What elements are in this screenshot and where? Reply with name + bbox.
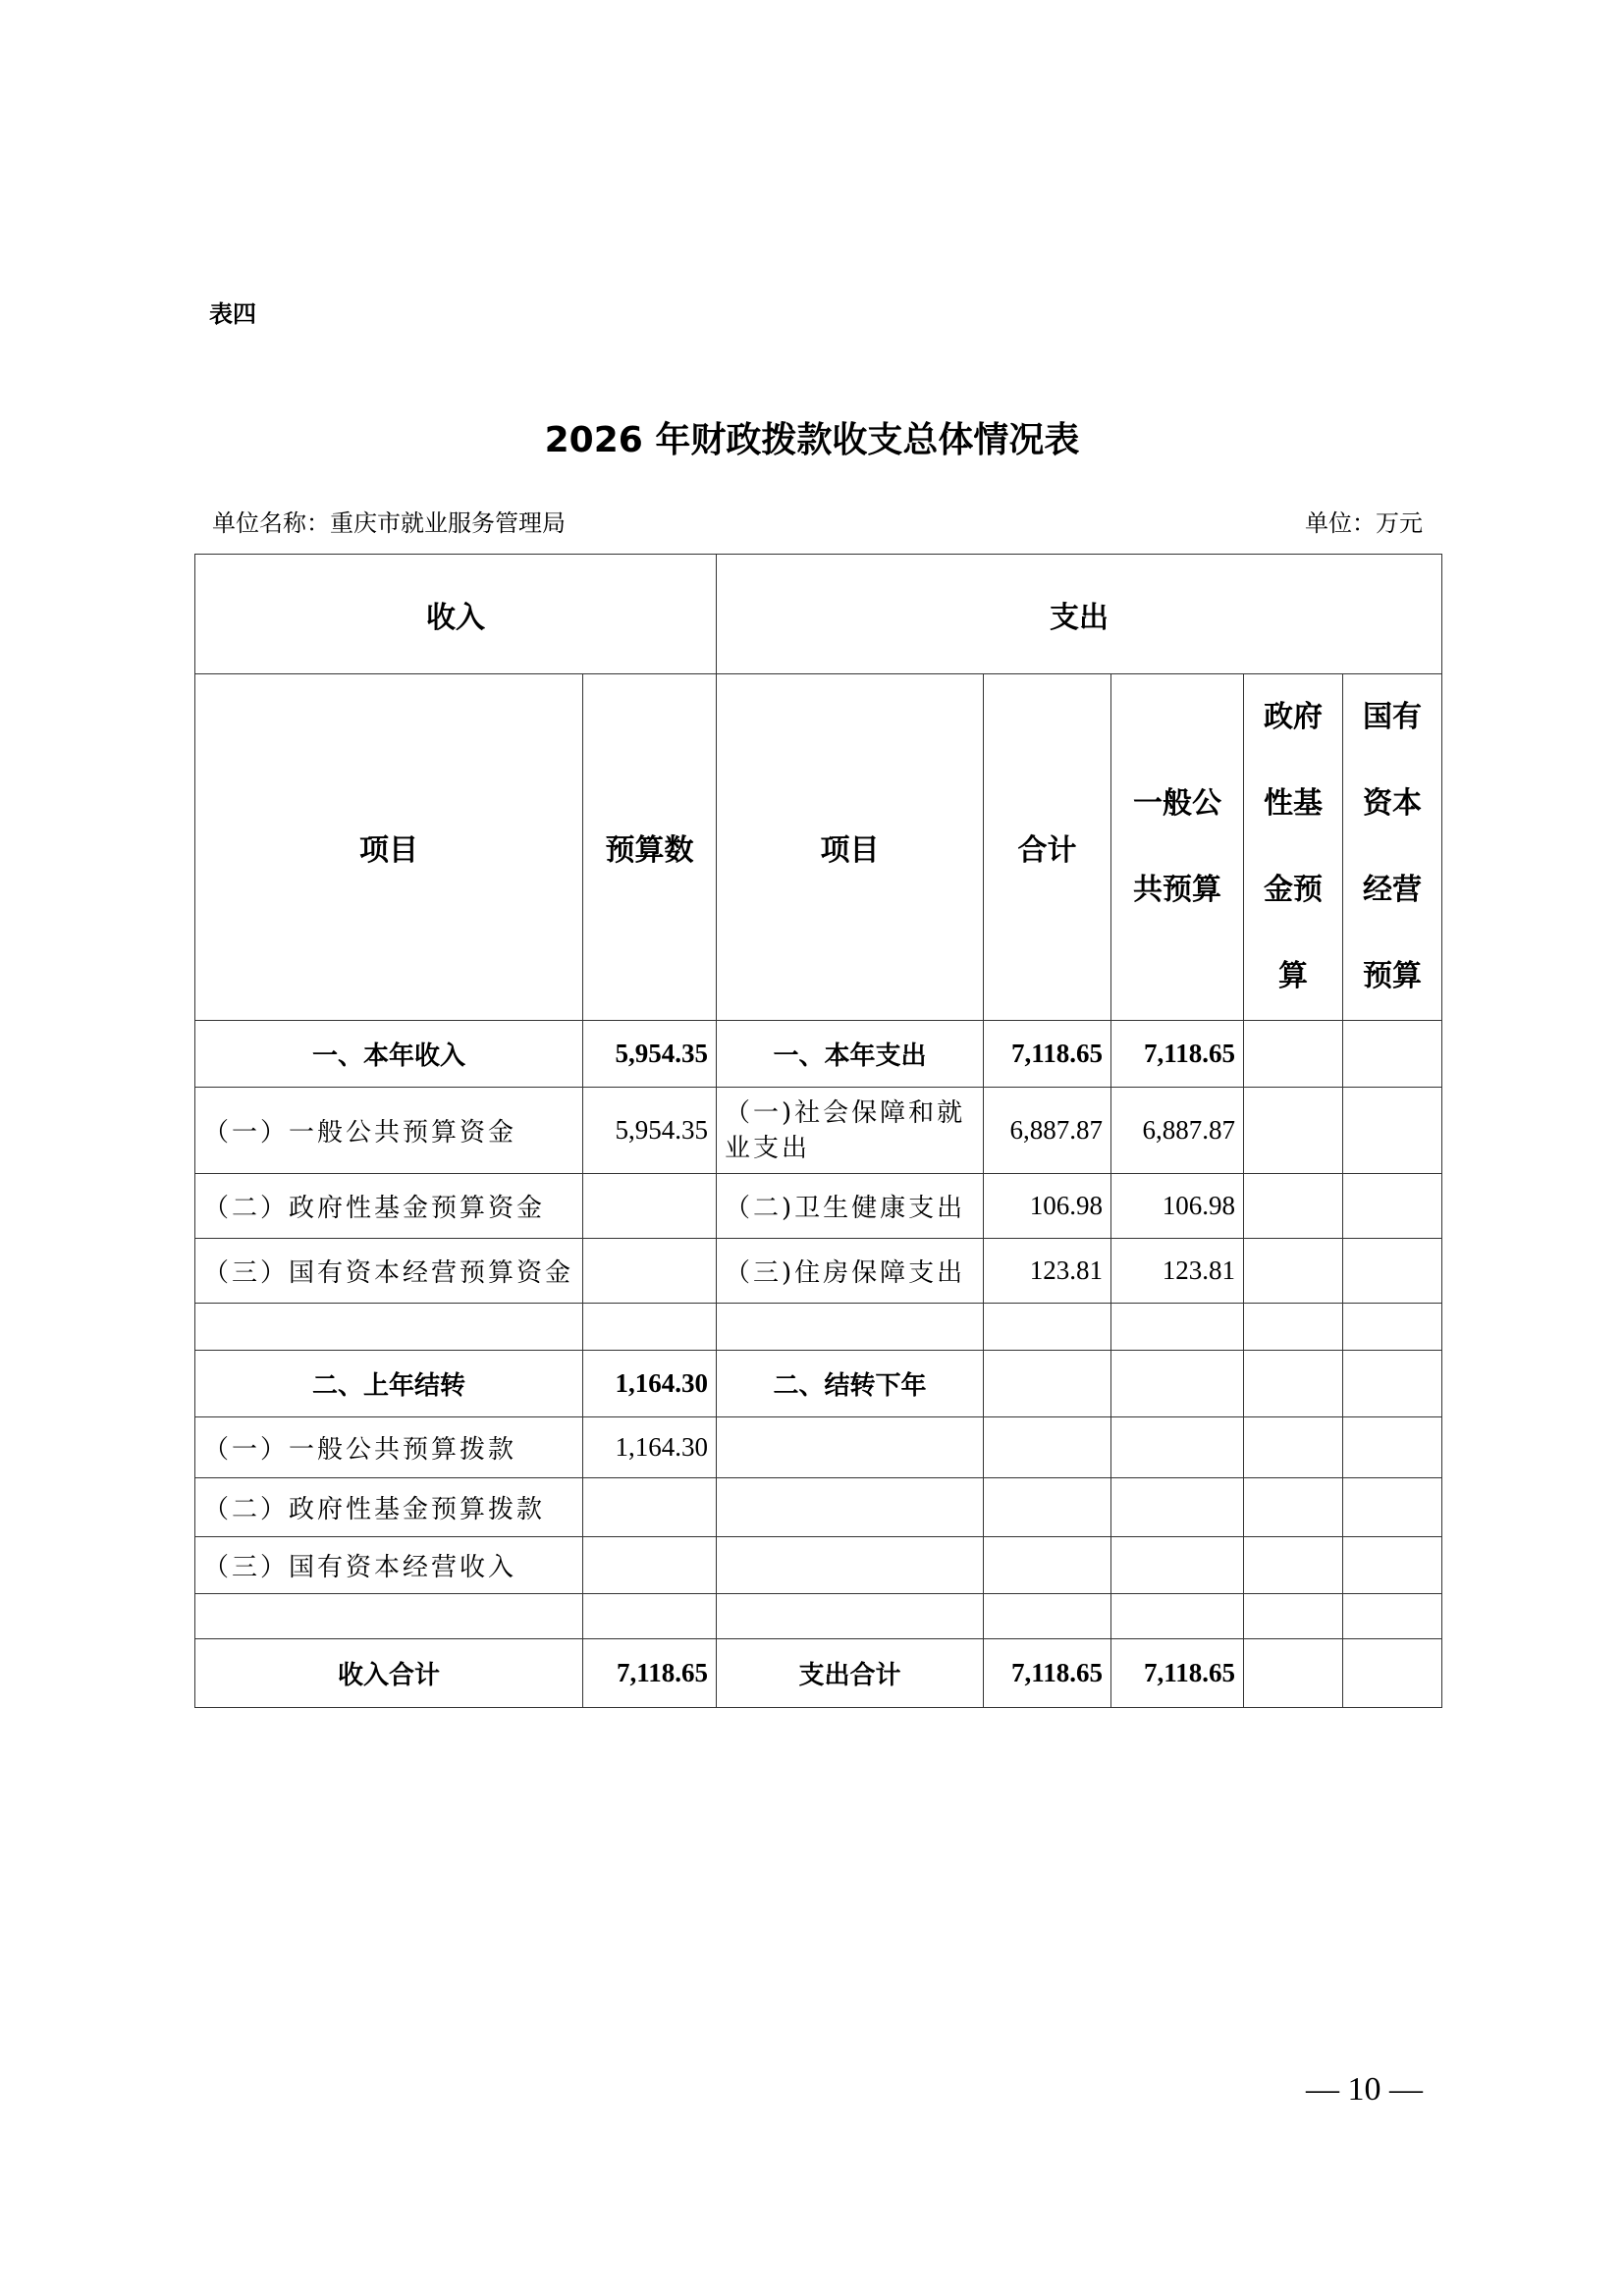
table-row [195, 1351, 1442, 1417]
unit-name: 单位名称：重庆市就业服务管理局 [212, 509, 566, 537]
income-total-label: 收入合计 [195, 1639, 583, 1708]
income-budget [583, 1478, 717, 1537]
page-number: — 10 — [1306, 2071, 1423, 2108]
income-item: （一）一般公共预算资金 [195, 1088, 583, 1174]
expense-item [717, 1594, 984, 1639]
expense-item: （二)卫生健康支出 [717, 1174, 984, 1239]
income-budget: 5,954.35 [583, 1088, 717, 1174]
unit-label: 单位：万元 [1305, 509, 1423, 537]
expense-fund [1244, 1088, 1343, 1174]
income-item: （二）政府性基金预算资金 [195, 1174, 583, 1239]
table-label: 表四 [209, 300, 256, 328]
expense-item [717, 1417, 984, 1478]
col-gov-fund-line-4: 算 [1278, 959, 1308, 993]
expense-total [984, 1304, 1111, 1351]
expense-general: 7,118.65 [1111, 1021, 1244, 1088]
col-state-capital-line-1: 国有 [1363, 700, 1423, 734]
expense-total: 106.98 [984, 1174, 1111, 1239]
expense-total [984, 1594, 1111, 1639]
expense-general: 106.98 [1111, 1174, 1244, 1239]
expense-total-label: 支出合计 [717, 1639, 984, 1708]
col-state-capital-line-3: 经营 [1363, 873, 1423, 907]
page-title: 2026 年财政拨款收支总体情况表 [544, 420, 1080, 460]
table-row [195, 1088, 1442, 1174]
expense-capital-total [1343, 1639, 1442, 1708]
col-income-item: 项目 [195, 674, 583, 1021]
income-budget [583, 1304, 717, 1351]
income-item: 二、上年结转 [195, 1351, 583, 1417]
income-header: 收入 [195, 555, 717, 674]
income-item: （三）国有资本经营收入 [195, 1537, 583, 1594]
expense-general: 6,887.87 [1111, 1088, 1244, 1174]
expense-fund [1244, 1021, 1343, 1088]
expense-capital [1343, 1304, 1442, 1351]
expense-item [717, 1478, 984, 1537]
col-income-budget: 预算数 [583, 674, 717, 1021]
table-row [195, 1417, 1442, 1478]
expense-general [1111, 1351, 1244, 1417]
col-gov-fund-line-3: 金预 [1264, 873, 1323, 907]
expense-capital [1343, 1594, 1442, 1639]
income-budget [583, 1239, 717, 1304]
col-state-capital-line-4: 预算 [1363, 959, 1423, 993]
expense-total: 123.81 [984, 1239, 1111, 1304]
col-state-capital [1343, 674, 1442, 1021]
col-general-budget-line-1: 一般公 [1133, 786, 1221, 821]
col-general-budget [1111, 674, 1244, 1021]
expense-capital [1343, 1239, 1442, 1304]
income-item: （一）一般公共预算拨款 [195, 1417, 583, 1478]
expense-total: 7,118.65 [984, 1021, 1111, 1088]
col-state-capital-line-2: 资本 [1363, 786, 1423, 821]
table-row-total [195, 1639, 1442, 1708]
expense-general: 123.81 [1111, 1239, 1244, 1304]
expense-capital [1343, 1478, 1442, 1537]
table-row [195, 1174, 1442, 1239]
expense-fund [1244, 1594, 1343, 1639]
expense-total [984, 1417, 1111, 1478]
expense-total [984, 1478, 1111, 1537]
income-budget [583, 1174, 717, 1239]
table-row [195, 1537, 1442, 1594]
expense-general [1111, 1537, 1244, 1594]
income-item [195, 1304, 583, 1351]
income-budget [583, 1594, 717, 1639]
expense-total [984, 1537, 1111, 1594]
income-item: 一、本年收入 [195, 1021, 583, 1088]
col-total: 合计 [984, 674, 1111, 1021]
expense-total-value: 7,118.65 [984, 1639, 1111, 1708]
expense-general [1111, 1478, 1244, 1537]
income-budget: 1,164.30 [583, 1351, 717, 1417]
expense-general-total: 7,118.65 [1111, 1639, 1244, 1708]
table-row [195, 1594, 1442, 1639]
income-item: （三）国有资本经营预算资金 [195, 1239, 583, 1304]
finance-table [194, 554, 1442, 1708]
table-row [195, 1304, 1442, 1351]
expense-fund [1244, 1478, 1343, 1537]
col-gov-fund [1244, 674, 1343, 1021]
expense-item: 二、结转下年 [717, 1351, 984, 1417]
income-budget: 1,164.30 [583, 1417, 717, 1478]
table-row [195, 1021, 1442, 1088]
col-gov-fund-line-2: 性基 [1264, 786, 1323, 821]
income-budget: 5,954.35 [583, 1021, 717, 1088]
expense-item: （一)社会保障和就业支出 [717, 1088, 984, 1174]
income-total-value: 7,118.65 [583, 1639, 717, 1708]
expense-fund [1244, 1174, 1343, 1239]
col-general-budget-line-2: 共预算 [1133, 873, 1221, 907]
expense-total [984, 1351, 1111, 1417]
expense-capital [1343, 1537, 1442, 1594]
expense-fund [1244, 1239, 1343, 1304]
expense-capital [1343, 1088, 1442, 1174]
expense-item [717, 1537, 984, 1594]
group-header-row [195, 555, 1442, 674]
expense-fund [1244, 1351, 1343, 1417]
table-row [195, 1478, 1442, 1537]
expense-header: 支出 [717, 555, 1442, 674]
income-item [195, 1594, 583, 1639]
col-expense-item: 项目 [717, 674, 984, 1021]
expense-item: （三)住房保障支出 [717, 1239, 984, 1304]
expense-fund-total [1244, 1639, 1343, 1708]
expense-fund [1244, 1537, 1343, 1594]
expense-capital [1343, 1417, 1442, 1478]
expense-item [717, 1304, 984, 1351]
expense-capital [1343, 1351, 1442, 1417]
expense-capital [1343, 1021, 1442, 1088]
expense-general [1111, 1304, 1244, 1351]
expense-total: 6,887.87 [984, 1088, 1111, 1174]
income-item: （二）政府性基金预算拨款 [195, 1478, 583, 1537]
table-row [195, 1239, 1442, 1304]
expense-fund [1244, 1304, 1343, 1351]
col-gov-fund-line-1: 政府 [1264, 700, 1323, 734]
income-budget [583, 1537, 717, 1594]
expense-capital [1343, 1174, 1442, 1239]
expense-fund [1244, 1417, 1343, 1478]
expense-general [1111, 1594, 1244, 1639]
expense-item: 一、本年支出 [717, 1021, 984, 1088]
expense-general [1111, 1417, 1244, 1478]
column-header-row [195, 674, 1442, 1021]
